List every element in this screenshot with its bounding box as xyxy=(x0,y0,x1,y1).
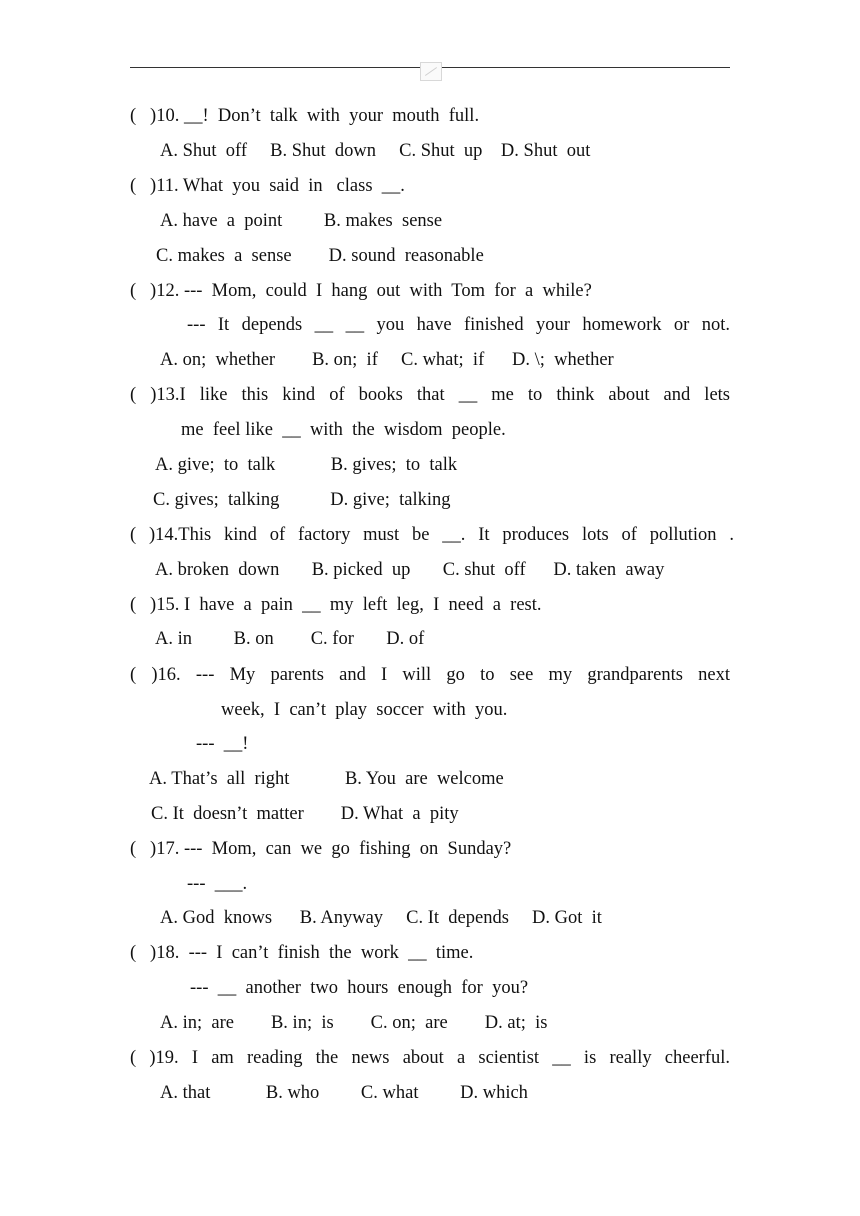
question-13-options-row-1: A. give; to talk B. gives; to talk xyxy=(155,455,458,475)
question-18-stem: ( )18. --- I can’t finish the work __ time. xyxy=(130,943,474,963)
question-16-reply: --- __! xyxy=(196,734,249,754)
question-16-options-row-2: C. It doesn’t matter D. What a pity xyxy=(151,804,459,824)
question-19-options: A. that B. who C. what D. which xyxy=(160,1083,528,1103)
question-16-options-row-1: A. That’s all right B. You are welcome xyxy=(149,769,504,789)
question-13-options-row-2: C. gives; talking D. give; talking xyxy=(153,490,451,510)
question-12-options: A. on; whether B. on; if C. what; if D. \; whether xyxy=(160,350,614,370)
question-18-options: A. in; are B. in; is C. on; are D. at; is xyxy=(160,1013,548,1033)
question-12-reply: --- It depends __ __ you have finished your homework or not. xyxy=(187,315,730,335)
question-12-stem: ( )12. --- Mom, could I hang out with Tom for a while? xyxy=(130,281,592,301)
question-15-options: A. in B. on C. for D. of xyxy=(155,629,425,649)
question-14-options: A. broken down B. picked up C. shut off D. taken away xyxy=(155,560,665,580)
question-13-stem-cont: me feel like __ with the wisdom people. xyxy=(181,420,506,440)
question-11-stem: ( )11. What you said in class __. xyxy=(130,176,405,196)
question-14-stem: ( )14.This kind of factory must be __. It produces lots of pollution . xyxy=(130,525,734,545)
question-17-options: A. God knows B. Anyway C. It depends D. Got it xyxy=(160,908,602,928)
question-11-options-row-2: C. makes a sense D. sound reasonable xyxy=(156,246,484,266)
question-19-stem: ( )19. I am reading the news about a scientist __ is really cheerful. xyxy=(130,1048,730,1068)
question-16-stem-cont: week, I can’t play soccer with you. xyxy=(221,700,508,720)
question-17-reply: --- ___. xyxy=(187,874,248,894)
question-15-stem: ( )15. I have a pain __ my left leg, I need a rest. xyxy=(130,595,542,615)
question-13-stem: ( )13.I like this kind of books that __ me to think about and lets xyxy=(130,385,730,405)
question-11-options-row-1: A. have a point B. makes sense xyxy=(160,211,443,231)
question-16-stem: ( )16. --- My parents and I will go to see my grandparents next xyxy=(130,665,730,685)
question-10-options: A. Shut off B. Shut down C. Shut up D. Shut out xyxy=(160,141,591,161)
question-10-stem: ( )10. __! Don’t talk with your mouth full. xyxy=(130,106,480,126)
image-placeholder-icon xyxy=(420,62,442,81)
question-17-stem: ( )17. --- Mom, can we go fishing on Sunday? xyxy=(130,839,512,859)
question-18-reply: --- __ another two hours enough for you? xyxy=(190,978,529,998)
